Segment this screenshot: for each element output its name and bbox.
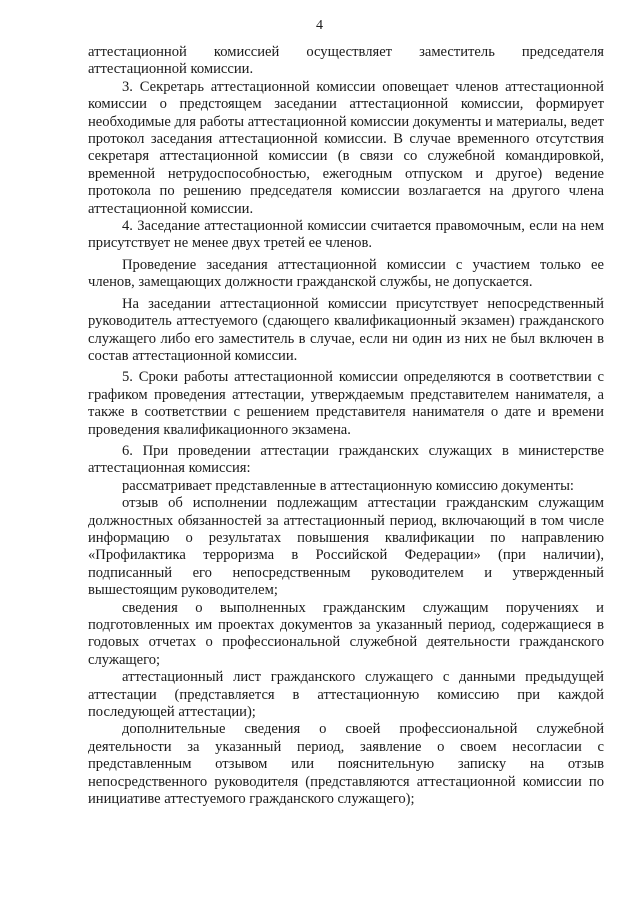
paragraph-work-schedule: 5. Сроки работы аттестационной комиссии определяются в соответствии с графиком проведения аттестации, утверждаемым представителем нанимателя, а также в соответствии с решением представителя нанимателя о дате и времени проведения квалификационного экзамена. bbox=[88, 369, 604, 438]
paragraph-reviews-documents: рассматривает представленные в аттестационную комиссию документы: bbox=[122, 477, 574, 494]
paragraph-members-only: Проведение заседания аттестационной комиссии с участием только ее членов, замещающих должности гражданской службы, не допускается. bbox=[88, 256, 604, 291]
paragraph-assignments-info: сведения о выполненных гражданским служащим поручениях и подготовленных им проектах документов за указанный период, содержащиеся в годовых отчетах о профессиональной служебной деятельности гражданского служащего; bbox=[88, 599, 604, 668]
paragraph-commission-duties: 6. При проведении аттестации гражданских служащих в министерстве аттестационная комиссия: bbox=[88, 442, 604, 477]
paragraph-quorum: 4. Заседание аттестационной комиссии считается правомочным, если на нем присутствует не менее двух третей ее членов. bbox=[88, 218, 604, 252]
paragraph-additional-info: дополнительные сведения о своей профессиональной служебной деятельности за указанный период, заявление о своем несогласии с представленным отзывом или пояснительную записку на отзыв непосредственного руководителя (представляются аттестационной комиссии по инициативе аттестуемого гражданского служащего); bbox=[88, 721, 604, 808]
paragraph-direct-supervisor: На заседании аттестационной комиссии присутствует непосредственный руководитель аттестуемого (сдающего квалификационный экзамен) гражданского служащего либо его заместитель в случае, если ни один из них не был включен в состав аттестационной комиссии. bbox=[88, 295, 604, 364]
document-body bbox=[88, 44, 604, 808]
paragraph-performance-review: отзыв об исполнении подлежащим аттестации гражданским служащим должностных обязанностей за аттестационный период, включающий в том числе информацию о результатах повышения квалификации по направлению «Профилактика терроризма в Российской Федерации» (при наличии), подписанный его непосредственным руководителем и утвержденный вышестоящим руководителем; bbox=[88, 495, 604, 599]
paragraph-chairman-deputy: аттестационной комиссией осуществляет заместитель председателя аттестационной комиссии. bbox=[88, 44, 604, 78]
page-number: 4 bbox=[316, 18, 323, 33]
paragraph-secretary-duties: 3. Секретарь аттестационной комиссии оповещает членов аттестационной комиссии о предстоящем заседании аттестационной комиссии, формирует необходимые для работы аттестационной комиссии документы и материалы, ведет протокол заседания аттестационной комиссии. В случае временного отсутствия секретаря аттестационной комиссии (в связи со служебной командировкой, временной нетрудоспособностью, ежегодным отпуском и другое) ведение протокола по решению председателя комиссии возлагается на другого члена аттестационной комиссии. bbox=[88, 78, 604, 217]
paragraph-attestation-sheet: аттестационный лист гражданского служащего с данными предыдущей аттестации (представляется в аттестационную комиссию при каждой последующей аттестации); bbox=[88, 669, 604, 721]
